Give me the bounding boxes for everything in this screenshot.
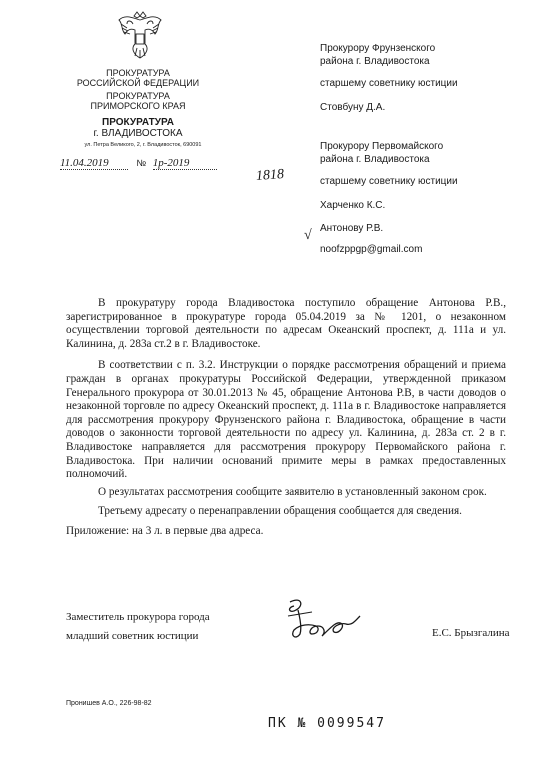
org-federal: [48, 68, 228, 88]
check-mark: √: [304, 228, 312, 243]
org-city: [48, 117, 228, 139]
applicant-name: Антонову Р.В.: [320, 223, 384, 234]
recipient-1-line1: Прокурору Фрунзенского: [320, 43, 436, 54]
letter-body: [66, 297, 506, 539]
org-federal-line1: ПРОКУРАТУРА: [106, 68, 170, 78]
handwritten-signature: [282, 596, 364, 644]
recipient-1-name: Стовбуну Д.А.: [320, 102, 386, 113]
body-paragraph-2: В соответствии с п. 3.2. Инструкции о порядке рассмотрения обращений и приема граждан в органах прокуратуры Российской Федерации, утвержденной приказом Генерального прокурора от 30.01.2013 № 45, обращение Антонова Р.В, в части доводов о незаконной торговле по адресу Океанский проспект, д. 111а в г. Владивостоке направляется для рассмотрения прокурору Фрунзенского района г. Владивостока, обращение в части доводов о законности торговой деятельности по адресу ул. Калинина, д. 283а ст. 2 в г. Владивостоке направляется для рассмотрения прокурору Первомайского района г. Владивостока. При наличии оснований примите меры в рамках предоставленных полномочий.: [66, 359, 506, 481]
signatory-title-1: Заместитель прокурора города: [66, 611, 210, 623]
letter-date: 11.04.2019: [60, 157, 128, 170]
number-label: №: [136, 158, 147, 168]
body-paragraph-3: О результатах рассмотрения сообщите заявителю в установленный законом срок.: [98, 485, 487, 498]
recipient-1-line2: района г. Владивостока: [320, 56, 430, 67]
applicant-block: [320, 222, 530, 256]
date-number-line: [60, 157, 217, 170]
signatory-name: Е.С. Брызгалина: [432, 627, 510, 639]
recipient-1-rank: старшему советнику юстиции: [320, 78, 458, 89]
recipient-2-rank: старшему советнику юстиции: [320, 176, 458, 187]
attachment-line: Приложение: на 3 л. в первые два адреса.: [66, 524, 264, 537]
org-regional-line2: ПРИМОРСКОГО КРАЯ: [90, 101, 186, 111]
recipient-2-line2: района г. Владивостока: [320, 154, 430, 165]
registration-mark: 1818: [255, 167, 285, 184]
org-regional: [48, 91, 228, 111]
recipient-2-line1: Прокурору Первомайского: [320, 141, 444, 152]
body-paragraph-4: Третьему адресату о перенаправлении обращения сообщается для сведения.: [98, 505, 462, 518]
form-code: ПК № 0099547: [268, 716, 386, 731]
org-city-line1: ПРОКУРАТУРА: [102, 117, 174, 128]
org-address: ул. Петра Великого, 2, г. Владивосток, 690091: [84, 142, 202, 148]
recipient-block-1: [320, 42, 530, 114]
org-federal-line2: РОССИЙСКОЙ ФЕДЕРАЦИИ: [76, 78, 200, 88]
signatory-title-2: младший советник юстиции: [66, 630, 199, 642]
recipient-block-2: [320, 140, 530, 212]
org-city-line2: г. ВЛАДИВОСТОКА: [93, 128, 183, 139]
letter-number: 1р-2019: [153, 157, 217, 170]
recipient-2-name: Харченко К.С.: [320, 200, 386, 211]
body-paragraph-1: В прокуратуру города Владивостока поступило обращение Антонова Р.В., зарегистрированное в прокуратуре города 05.04.2019 за № 1201, о незаконном осуществлении торговой деятельности по адресам Океанский проспект, д. 111а и ул. Калинина, д. 283а ст.2 в г. Владивостоке.: [66, 297, 506, 350]
executor-info: Пронишев А.О., 226-98-82: [66, 700, 152, 707]
org-regional-line1: ПРОКУРАТУРА: [106, 91, 170, 101]
applicant-email: noofzppgp@gmail.com: [320, 244, 423, 255]
coat-of-arms-emblem: [115, 10, 165, 62]
